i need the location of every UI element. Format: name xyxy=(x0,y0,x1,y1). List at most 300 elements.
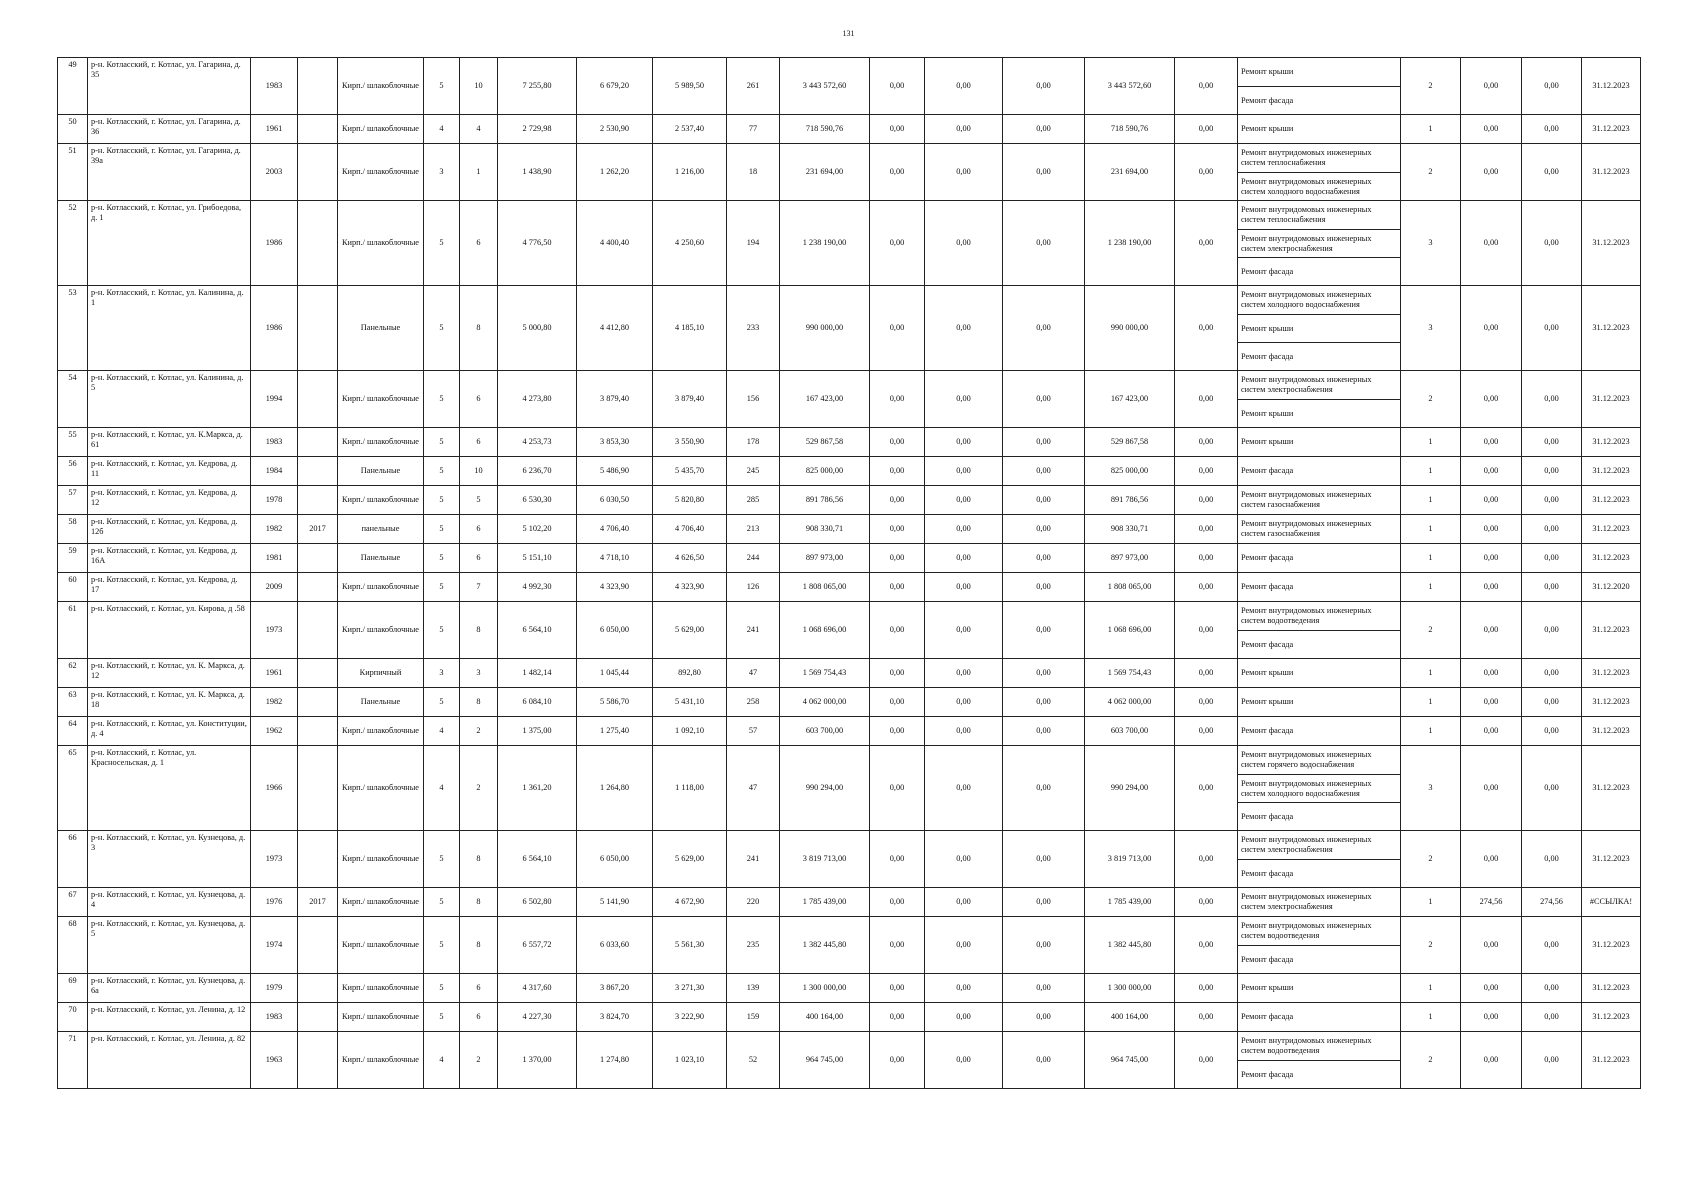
entrances-cell: 8 xyxy=(460,888,498,917)
local-budget-cell: 0,00 xyxy=(1003,974,1085,1003)
specific-cost-cell: 0,00 xyxy=(1461,457,1522,486)
deadline-cell: 31.12.2023 xyxy=(1582,1032,1641,1089)
total-cost-cell: 990 000,00 xyxy=(780,286,870,371)
limit-cost-cell: 0,00 xyxy=(1522,201,1582,286)
other-funds-cell: 0,00 xyxy=(1175,1003,1238,1032)
works-cell xyxy=(1238,1003,1401,1032)
works-count-cell: 2 xyxy=(1401,831,1461,888)
work-item: Ремонт крыши xyxy=(1241,124,1294,134)
other-funds-cell: 0,00 xyxy=(1175,201,1238,286)
owners-funds-cell: 3 819 713,00 xyxy=(1085,831,1175,888)
works-cell xyxy=(1238,688,1401,717)
specific-cost-cell: 0,00 xyxy=(1461,144,1522,201)
fund-support-cell: 0,00 xyxy=(870,544,925,573)
limit-cost-cell: 0,00 xyxy=(1522,974,1582,1003)
row-number: 66 xyxy=(58,831,88,888)
residents-cell: 241 xyxy=(727,831,780,888)
owners-funds-cell: 1 785 439,00 xyxy=(1085,888,1175,917)
region-budget-cell: 0,00 xyxy=(925,1032,1003,1089)
works-cell xyxy=(1238,115,1401,144)
row-number: 71 xyxy=(58,1032,88,1089)
wall-material-cell: Кирп./ шлакоблочные xyxy=(338,371,424,428)
limit-cost-cell: 274,56 xyxy=(1522,888,1582,917)
residents-cell: 52 xyxy=(727,1032,780,1089)
wall-material-cell: Кирп./ шлакоблочные xyxy=(338,974,424,1003)
total-cost-cell: 990 294,00 xyxy=(780,746,870,831)
total-area-cell: 6 564,10 xyxy=(498,602,577,659)
works-count-cell: 1 xyxy=(1401,457,1461,486)
row-number: 56 xyxy=(58,457,88,486)
entrances-cell: 8 xyxy=(460,917,498,974)
other-funds-cell: 0,00 xyxy=(1175,688,1238,717)
work-item: Ремонт крыши xyxy=(1238,399,1400,427)
residents-cell: 47 xyxy=(727,746,780,831)
total-area-cell: 1 438,90 xyxy=(498,144,577,201)
floors-cell: 5 xyxy=(424,457,460,486)
floors-cell: 5 xyxy=(424,428,460,457)
works-cell xyxy=(1238,515,1401,544)
works-count-cell: 1 xyxy=(1401,573,1461,602)
floors-cell: 5 xyxy=(424,688,460,717)
limit-cost-cell: 0,00 xyxy=(1522,144,1582,201)
address-cell: р-н. Котласский, г. Котлас, ул. Кирова, д .58 xyxy=(88,602,251,659)
wall-material-cell: Кирп./ шлакоблочные xyxy=(338,831,424,888)
wall-material-cell: Кирп./ шлакоблочные xyxy=(338,917,424,974)
owners-funds-cell: 718 590,76 xyxy=(1085,115,1175,144)
row-number: 61 xyxy=(58,602,88,659)
table-row xyxy=(58,371,1641,428)
reconstruction-year-cell xyxy=(298,371,338,428)
works-cell xyxy=(1238,602,1401,659)
specific-cost-cell: 0,00 xyxy=(1461,659,1522,688)
works-count-cell: 1 xyxy=(1401,717,1461,746)
owners-funds-cell: 990 294,00 xyxy=(1085,746,1175,831)
premises-area-cell: 3 879,40 xyxy=(577,371,653,428)
owners-funds-cell: 990 000,00 xyxy=(1085,286,1175,371)
fund-support-cell: 0,00 xyxy=(870,717,925,746)
table-row xyxy=(58,602,1641,659)
specific-cost-cell: 0,00 xyxy=(1461,917,1522,974)
limit-cost-cell: 0,00 xyxy=(1522,1003,1582,1032)
other-funds-cell: 0,00 xyxy=(1175,659,1238,688)
owners-funds-cell: 825 000,00 xyxy=(1085,457,1175,486)
work-item: Ремонт внутридомовых инженерных систем водоотведения xyxy=(1241,1036,1372,1055)
residential-area-cell: 5 989,50 xyxy=(653,58,727,115)
residential-area-cell: 892,80 xyxy=(653,659,727,688)
floors-cell: 3 xyxy=(424,659,460,688)
works-count-cell: 2 xyxy=(1401,58,1461,115)
local-budget-cell: 0,00 xyxy=(1003,371,1085,428)
premises-area-cell: 3 853,30 xyxy=(577,428,653,457)
works-cell xyxy=(1238,457,1401,486)
total-area-cell: 5 000,80 xyxy=(498,286,577,371)
other-funds-cell: 0,00 xyxy=(1175,457,1238,486)
works-count-cell: 1 xyxy=(1401,888,1461,917)
address-cell: р-н. Котласский, г. Котлас, ул. Грибоедова, д. 1 xyxy=(88,201,251,286)
row-number: 50 xyxy=(58,115,88,144)
owners-funds-cell: 908 330,71 xyxy=(1085,515,1175,544)
region-budget-cell: 0,00 xyxy=(925,371,1003,428)
deadline-cell: 31.12.2023 xyxy=(1582,1003,1641,1032)
entrances-cell: 3 xyxy=(460,659,498,688)
address-cell: р-н. Котласский, г. Котлас, ул. Кузнецова, д. 5 xyxy=(88,917,251,974)
residential-area-cell: 4 706,40 xyxy=(653,515,727,544)
other-funds-cell: 0,00 xyxy=(1175,115,1238,144)
total-area-cell: 6 236,70 xyxy=(498,457,577,486)
owners-funds-cell: 3 443 572,60 xyxy=(1085,58,1175,115)
wall-material-cell: Кирп./ шлакоблочные xyxy=(338,428,424,457)
reconstruction-year-cell: 2017 xyxy=(298,888,338,917)
fund-support-cell: 0,00 xyxy=(870,688,925,717)
row-number: 57 xyxy=(58,486,88,515)
works-count-cell: 1 xyxy=(1401,659,1461,688)
other-funds-cell: 0,00 xyxy=(1175,371,1238,428)
deadline-cell: #ССЫЛКА! xyxy=(1582,888,1641,917)
deadline-cell: 31.12.2023 xyxy=(1582,115,1641,144)
table-row xyxy=(58,1003,1641,1032)
row-number: 53 xyxy=(58,286,88,371)
row-number: 63 xyxy=(58,688,88,717)
limit-cost-cell: 0,00 xyxy=(1522,457,1582,486)
premises-area-cell: 4 718,10 xyxy=(577,544,653,573)
total-area-cell: 1 482,14 xyxy=(498,659,577,688)
residential-area-cell: 4 323,90 xyxy=(653,573,727,602)
deadline-cell: 31.12.2023 xyxy=(1582,286,1641,371)
owners-funds-cell: 529 867,58 xyxy=(1085,428,1175,457)
local-budget-cell: 0,00 xyxy=(1003,602,1085,659)
residential-area-cell: 4 626,50 xyxy=(653,544,727,573)
fund-support-cell: 0,00 xyxy=(870,201,925,286)
row-number: 69 xyxy=(58,974,88,1003)
fund-support-cell: 0,00 xyxy=(870,1003,925,1032)
address-cell: р-н. Котласский, г. Котлас, ул. Кузнецова, д. 6а xyxy=(88,974,251,1003)
wall-material-cell: Кирп./ шлакоблочные xyxy=(338,888,424,917)
premises-area-cell: 1 262,20 xyxy=(577,144,653,201)
year-built-cell: 1962 xyxy=(251,717,298,746)
deadline-cell: 31.12.2023 xyxy=(1582,831,1641,888)
total-cost-cell: 4 062 000,00 xyxy=(780,688,870,717)
wall-material-cell: Кирп./ шлакоблочные xyxy=(338,58,424,115)
works-count-cell: 1 xyxy=(1401,974,1461,1003)
work-item: Ремонт внутридомовых инженерных систем водоотведения xyxy=(1241,921,1372,940)
work-item: Ремонт фасада xyxy=(1238,859,1400,887)
works-count-cell: 2 xyxy=(1401,1032,1461,1089)
table-row xyxy=(58,115,1641,144)
work-item: Ремонт фасада xyxy=(1238,630,1400,658)
other-funds-cell: 0,00 xyxy=(1175,917,1238,974)
total-area-cell: 5 102,20 xyxy=(498,515,577,544)
year-built-cell: 1982 xyxy=(251,688,298,717)
work-item: Ремонт фасада xyxy=(1241,1012,1294,1022)
total-cost-cell: 1 382 445,80 xyxy=(780,917,870,974)
works-count-cell: 3 xyxy=(1401,201,1461,286)
other-funds-cell: 0,00 xyxy=(1175,486,1238,515)
work-item: Ремонт фасада xyxy=(1241,553,1294,563)
premises-area-cell: 6 033,60 xyxy=(577,917,653,974)
wall-material-cell: Кирп./ шлакоблочные xyxy=(338,746,424,831)
address-cell: р-н. Котласский, г. Котлас, ул. Кедрова, д. 11 xyxy=(88,457,251,486)
residential-area-cell: 4 672,90 xyxy=(653,888,727,917)
owners-funds-cell: 1 808 065,00 xyxy=(1085,573,1175,602)
specific-cost-cell: 0,00 xyxy=(1461,428,1522,457)
total-area-cell: 6 557,72 xyxy=(498,917,577,974)
reconstruction-year-cell xyxy=(298,428,338,457)
deadline-cell: 31.12.2023 xyxy=(1582,201,1641,286)
address-cell: р-н. Котласский, г. Котлас, ул. К. Маркса, д. 18 xyxy=(88,688,251,717)
year-built-cell: 1984 xyxy=(251,457,298,486)
region-budget-cell: 0,00 xyxy=(925,917,1003,974)
work-item: Ремонт внутридомовых инженерных систем холодного водоснабжения xyxy=(1241,290,1372,309)
works-count-cell: 2 xyxy=(1401,602,1461,659)
address-cell: р-н. Котласский, г. Котлас, ул. Кедрова, д. 12 xyxy=(88,486,251,515)
specific-cost-cell: 0,00 xyxy=(1461,974,1522,1003)
total-area-cell: 6 530,30 xyxy=(498,486,577,515)
limit-cost-cell: 0,00 xyxy=(1522,573,1582,602)
entrances-cell: 8 xyxy=(460,602,498,659)
local-budget-cell: 0,00 xyxy=(1003,457,1085,486)
premises-area-cell: 6 050,00 xyxy=(577,831,653,888)
floors-cell: 5 xyxy=(424,831,460,888)
reconstruction-year-cell xyxy=(298,831,338,888)
residents-cell: 233 xyxy=(727,286,780,371)
year-built-cell: 1981 xyxy=(251,544,298,573)
residents-cell: 245 xyxy=(727,457,780,486)
local-budget-cell: 0,00 xyxy=(1003,1032,1085,1089)
floors-cell: 4 xyxy=(424,115,460,144)
works-count-cell: 1 xyxy=(1401,428,1461,457)
deadline-cell: 31.12.2023 xyxy=(1582,515,1641,544)
year-built-cell: 2003 xyxy=(251,144,298,201)
table-row xyxy=(58,58,1641,115)
row-number: 67 xyxy=(58,888,88,917)
deadline-cell: 31.12.2023 xyxy=(1582,371,1641,428)
floors-cell: 4 xyxy=(424,746,460,831)
work-item: Ремонт внутридомовых инженерных систем электроснабжения xyxy=(1241,835,1372,854)
fund-support-cell: 0,00 xyxy=(870,831,925,888)
works-cell xyxy=(1238,144,1401,201)
total-cost-cell: 718 590,76 xyxy=(780,115,870,144)
local-budget-cell: 0,00 xyxy=(1003,144,1085,201)
total-cost-cell: 1 238 190,00 xyxy=(780,201,870,286)
table-row xyxy=(58,486,1641,515)
floors-cell: 5 xyxy=(424,371,460,428)
reconstruction-year-cell xyxy=(298,974,338,1003)
limit-cost-cell: 0,00 xyxy=(1522,544,1582,573)
table-row xyxy=(58,746,1641,831)
local-budget-cell: 0,00 xyxy=(1003,486,1085,515)
total-area-cell: 1 361,20 xyxy=(498,746,577,831)
wall-material-cell: Панельные xyxy=(338,457,424,486)
residents-cell: 220 xyxy=(727,888,780,917)
works-count-cell: 2 xyxy=(1401,144,1461,201)
works-cell xyxy=(1238,974,1401,1003)
entrances-cell: 5 xyxy=(460,486,498,515)
year-built-cell: 1982 xyxy=(251,515,298,544)
specific-cost-cell: 0,00 xyxy=(1461,115,1522,144)
work-item: Ремонт внутридомовых инженерных систем холодного водоснабжения xyxy=(1238,774,1400,802)
deadline-cell: 31.12.2023 xyxy=(1582,144,1641,201)
other-funds-cell: 0,00 xyxy=(1175,573,1238,602)
limit-cost-cell: 0,00 xyxy=(1522,717,1582,746)
reconstruction-year-cell xyxy=(298,1032,338,1089)
local-budget-cell: 0,00 xyxy=(1003,573,1085,602)
work-item: Ремонт внутридомовых инженерных систем газоснабжения xyxy=(1241,490,1372,509)
floors-cell: 5 xyxy=(424,1003,460,1032)
total-area-cell: 6 502,80 xyxy=(498,888,577,917)
address-cell: р-н. Котласский, г. Котлас, ул. Гагарина, д. 36 xyxy=(88,115,251,144)
residential-area-cell: 4 185,10 xyxy=(653,286,727,371)
specific-cost-cell: 0,00 xyxy=(1461,688,1522,717)
residential-area-cell: 5 435,70 xyxy=(653,457,727,486)
floors-cell: 4 xyxy=(424,717,460,746)
work-item: Ремонт внутридомовых инженерных систем теплоснабжения xyxy=(1241,205,1372,224)
floors-cell: 5 xyxy=(424,201,460,286)
specific-cost-cell: 0,00 xyxy=(1461,515,1522,544)
address-cell: р-н. Котласский, г. Котлас, ул. Ленина, д. 82 xyxy=(88,1032,251,1089)
total-area-cell: 4 227,30 xyxy=(498,1003,577,1032)
deadline-cell: 31.12.2023 xyxy=(1582,544,1641,573)
premises-area-cell: 5 586,70 xyxy=(577,688,653,717)
other-funds-cell: 0,00 xyxy=(1175,515,1238,544)
other-funds-cell: 0,00 xyxy=(1175,717,1238,746)
limit-cost-cell: 0,00 xyxy=(1522,515,1582,544)
year-built-cell: 1966 xyxy=(251,746,298,831)
work-item: Ремонт крыши xyxy=(1241,697,1294,707)
table-row xyxy=(58,659,1641,688)
region-budget-cell: 0,00 xyxy=(925,831,1003,888)
works-cell xyxy=(1238,428,1401,457)
floors-cell: 5 xyxy=(424,602,460,659)
residents-cell: 244 xyxy=(727,544,780,573)
local-budget-cell: 0,00 xyxy=(1003,58,1085,115)
local-budget-cell: 0,00 xyxy=(1003,917,1085,974)
residents-cell: 261 xyxy=(727,58,780,115)
reconstruction-year-cell xyxy=(298,201,338,286)
premises-area-cell: 1 274,80 xyxy=(577,1032,653,1089)
table-row xyxy=(58,457,1641,486)
region-budget-cell: 0,00 xyxy=(925,888,1003,917)
entrances-cell: 2 xyxy=(460,746,498,831)
works-count-cell: 1 xyxy=(1401,486,1461,515)
address-cell: р-н. Котласский, г. Котлас, ул. Кедрова, д. 17 xyxy=(88,573,251,602)
fund-support-cell: 0,00 xyxy=(870,486,925,515)
residential-area-cell: 5 561,30 xyxy=(653,917,727,974)
wall-material-cell: Панельные xyxy=(338,544,424,573)
floors-cell: 4 xyxy=(424,1032,460,1089)
total-cost-cell: 1 785 439,00 xyxy=(780,888,870,917)
limit-cost-cell: 0,00 xyxy=(1522,428,1582,457)
wall-material-cell: панельные xyxy=(338,515,424,544)
residents-cell: 241 xyxy=(727,602,780,659)
residents-cell: 178 xyxy=(727,428,780,457)
specific-cost-cell: 0,00 xyxy=(1461,371,1522,428)
fund-support-cell: 0,00 xyxy=(870,371,925,428)
local-budget-cell: 0,00 xyxy=(1003,659,1085,688)
fund-support-cell: 0,00 xyxy=(870,144,925,201)
year-built-cell: 1961 xyxy=(251,115,298,144)
fund-support-cell: 0,00 xyxy=(870,746,925,831)
work-item: Ремонт фасада xyxy=(1241,582,1294,592)
reconstruction-year-cell xyxy=(298,746,338,831)
entrances-cell: 4 xyxy=(460,115,498,144)
total-area-cell: 6 084,10 xyxy=(498,688,577,717)
total-area-cell: 4 273,80 xyxy=(498,371,577,428)
specific-cost-cell: 0,00 xyxy=(1461,544,1522,573)
region-budget-cell: 0,00 xyxy=(925,1003,1003,1032)
residents-cell: 139 xyxy=(727,974,780,1003)
row-number: 49 xyxy=(58,58,88,115)
owners-funds-cell: 964 745,00 xyxy=(1085,1032,1175,1089)
total-cost-cell: 231 694,00 xyxy=(780,144,870,201)
table-row xyxy=(58,573,1641,602)
work-item: Ремонт фасада xyxy=(1241,726,1294,736)
total-area-cell: 4 776,50 xyxy=(498,201,577,286)
address-cell: р-н. Котласский, г. Котлас, ул. Красносельская, д. 1 xyxy=(88,746,251,831)
total-area-cell: 1 370,00 xyxy=(498,1032,577,1089)
owners-funds-cell: 897 973,00 xyxy=(1085,544,1175,573)
capital-repair-table xyxy=(57,57,1641,1089)
table-row xyxy=(58,201,1641,286)
fund-support-cell: 0,00 xyxy=(870,428,925,457)
premises-area-cell: 5 486,90 xyxy=(577,457,653,486)
premises-area-cell: 2 530,90 xyxy=(577,115,653,144)
work-item: Ремонт фасада xyxy=(1238,945,1400,973)
works-cell xyxy=(1238,58,1401,115)
specific-cost-cell: 0,00 xyxy=(1461,286,1522,371)
reconstruction-year-cell xyxy=(298,917,338,974)
other-funds-cell: 0,00 xyxy=(1175,888,1238,917)
local-budget-cell: 0,00 xyxy=(1003,688,1085,717)
floors-cell: 5 xyxy=(424,515,460,544)
premises-area-cell: 4 706,40 xyxy=(577,515,653,544)
fund-support-cell: 0,00 xyxy=(870,286,925,371)
deadline-cell: 31.12.2023 xyxy=(1582,917,1641,974)
premises-area-cell: 3 824,70 xyxy=(577,1003,653,1032)
limit-cost-cell: 0,00 xyxy=(1522,746,1582,831)
residents-cell: 156 xyxy=(727,371,780,428)
residential-area-cell: 3 271,30 xyxy=(653,974,727,1003)
table-row xyxy=(58,831,1641,888)
work-item: Ремонт внутридомовых инженерных систем горячего водоснабжения xyxy=(1241,750,1372,769)
row-number: 59 xyxy=(58,544,88,573)
total-area-cell: 6 564,10 xyxy=(498,831,577,888)
total-cost-cell: 400 164,00 xyxy=(780,1003,870,1032)
limit-cost-cell: 0,00 xyxy=(1522,58,1582,115)
page-number: 131 xyxy=(842,29,855,38)
reconstruction-year-cell xyxy=(298,602,338,659)
works-cell xyxy=(1238,573,1401,602)
deadline-cell: 31.12.2023 xyxy=(1582,602,1641,659)
work-item: Ремонт фасада xyxy=(1238,342,1400,370)
year-built-cell: 1983 xyxy=(251,428,298,457)
residential-area-cell: 4 250,60 xyxy=(653,201,727,286)
table-row xyxy=(58,717,1641,746)
entrances-cell: 6 xyxy=(460,428,498,457)
owners-funds-cell: 1 382 445,80 xyxy=(1085,917,1175,974)
residential-area-cell: 5 629,00 xyxy=(653,602,727,659)
address-cell: р-н. Котласский, г. Котлас, ул. Гагарина, д. 35 xyxy=(88,58,251,115)
region-budget-cell: 0,00 xyxy=(925,457,1003,486)
year-built-cell: 1974 xyxy=(251,917,298,974)
owners-funds-cell: 1 569 754,43 xyxy=(1085,659,1175,688)
table-row xyxy=(58,917,1641,974)
deadline-cell: 31.12.2023 xyxy=(1582,659,1641,688)
table-row xyxy=(58,544,1641,573)
table-row xyxy=(58,428,1641,457)
works-count-cell: 3 xyxy=(1401,286,1461,371)
work-item: Ремонт фасада xyxy=(1238,86,1400,114)
work-item: Ремонт фасада xyxy=(1238,257,1400,285)
